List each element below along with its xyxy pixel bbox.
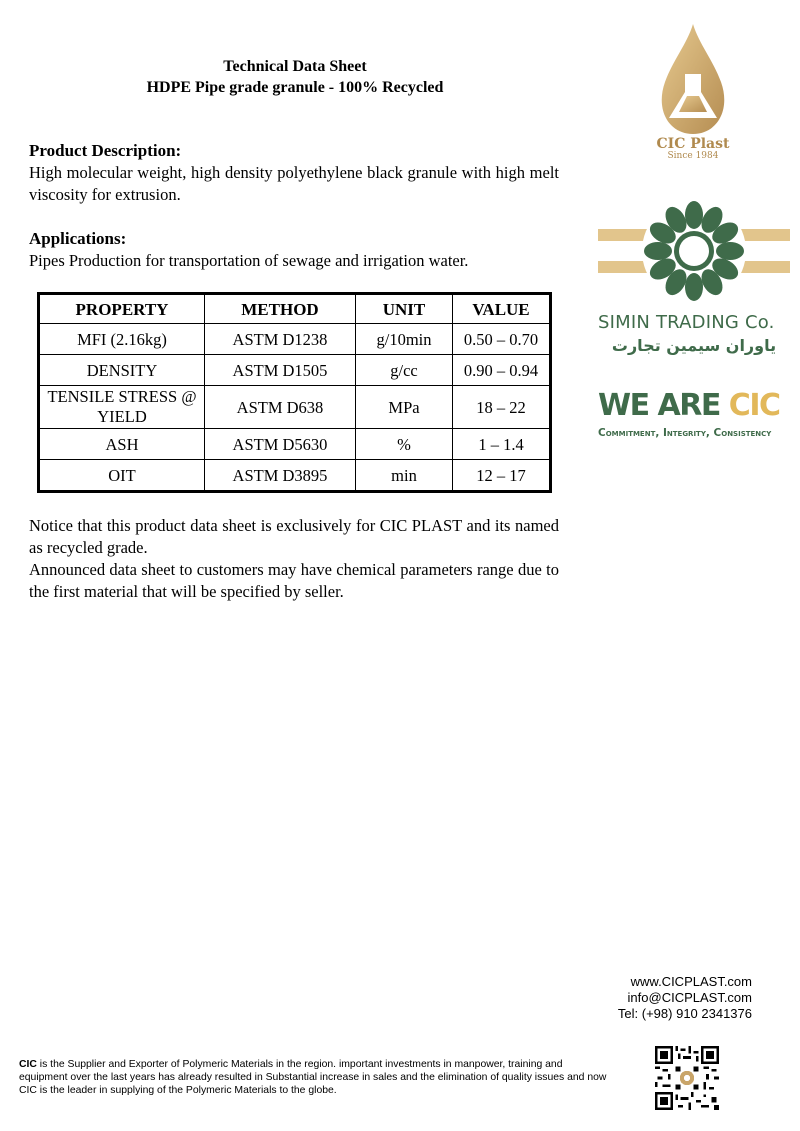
simin-trading-logo-icon — [598, 195, 790, 305]
cic-highlight-text: CIC — [728, 388, 780, 423]
column-header-value: VALUE — [453, 294, 551, 324]
product-description-heading: Product Description: — [29, 141, 182, 160]
cic-plast-name: CIC Plast — [656, 136, 730, 152]
column-header-property: PROPERTY — [39, 294, 205, 324]
cell-unit: g/cc — [356, 355, 453, 386]
cell-method: ASTM D1505 — [205, 355, 356, 386]
column-header-method: METHOD — [205, 294, 356, 324]
cell-value: 18 – 22 — [453, 386, 551, 429]
table-row — [39, 324, 551, 355]
table-row — [39, 355, 551, 386]
cell-unit: min — [356, 460, 453, 492]
product-description-text: High molecular weight, high density polyethylene black granule with high melt viscosity for extrusion. — [29, 163, 559, 204]
phone-number: Tel: (+98) 910 2341376 — [617, 1006, 752, 1021]
properties-table — [37, 292, 552, 493]
document-subtitle: HDPE Pipe grade granule - 100% Recycled — [146, 79, 444, 96]
cell-property: OIT — [39, 460, 205, 492]
applications-section — [29, 228, 559, 272]
simin-trading-farsi-name: یاوران سیمین تجارت — [611, 336, 777, 355]
footer-text — [19, 1058, 609, 1097]
cell-property: TENSILE STRESS @ YIELD — [39, 386, 205, 429]
footer-brand: CIC — [19, 1059, 37, 1070]
cell-method: ASTM D5630 — [205, 429, 356, 460]
qr-code-icon — [655, 1046, 719, 1110]
we-are-text: WE ARE — [598, 388, 729, 423]
website-link[interactable]: www.CICPLAST.com — [630, 974, 752, 989]
cell-property: MFI (2.16kg) — [39, 324, 205, 355]
document-title: Technical Data Sheet — [223, 58, 367, 75]
cic-tagline: Commitment, Integrity, Consistency — [598, 427, 772, 439]
notice-line-2: Announced data sheet to customers may have chemical parameters range due to the first material that will be specified by seller. — [29, 560, 559, 601]
cell-property: DENSITY — [39, 355, 205, 386]
cell-method: ASTM D1238 — [205, 324, 356, 355]
product-description-section — [29, 140, 559, 206]
footer-brand-inline: CIC — [19, 1085, 37, 1096]
we-are-cic-slogan — [598, 387, 793, 425]
cell-property: ASH — [39, 429, 205, 460]
column-header-unit: UNIT — [356, 294, 453, 324]
simin-trading-name: SIMIN TRADING Co. — [598, 312, 775, 333]
applications-text: Pipes Production for transportation of sewage and irrigation water. — [29, 251, 469, 270]
cell-method: ASTM D3895 — [205, 460, 356, 492]
contact-block — [618, 974, 752, 1022]
cell-value: 1 – 1.4 — [453, 429, 551, 460]
cell-unit: % — [356, 429, 453, 460]
cell-unit: g/10min — [356, 324, 453, 355]
table-header-row — [39, 294, 551, 324]
cell-method: ASTM D638 — [205, 386, 356, 429]
email-link[interactable]: info@CICPLAST.com — [627, 990, 752, 1005]
applications-heading: Applications: — [29, 229, 127, 248]
cell-unit: MPa — [356, 386, 453, 429]
notice-line-1: Notice that this product data sheet is exclusively for CIC PLAST and its named as recycled grade. — [29, 516, 559, 557]
table-row — [39, 429, 551, 460]
table-row — [39, 460, 551, 492]
footer-text-part-1: is the Supplier and Exporter of Polymeric Materials in the region. important investments in manpower, training and equipment over the last years has already resulted in Substantial increase in sales and the elimination of quality issues and now — [19, 1059, 607, 1083]
cell-value: 0.90 – 0.94 — [453, 355, 551, 386]
notice-section — [29, 515, 559, 603]
cell-value: 0.50 – 0.70 — [453, 324, 551, 355]
table-row — [39, 386, 551, 429]
document-title-block — [0, 56, 590, 98]
footer-text-part-2: is the leader in supplying of the Polymeric Materials to the globe. — [36, 1085, 337, 1096]
cic-plast-since: Since 1984 — [667, 151, 719, 161]
cell-value: 12 – 17 — [453, 460, 551, 492]
